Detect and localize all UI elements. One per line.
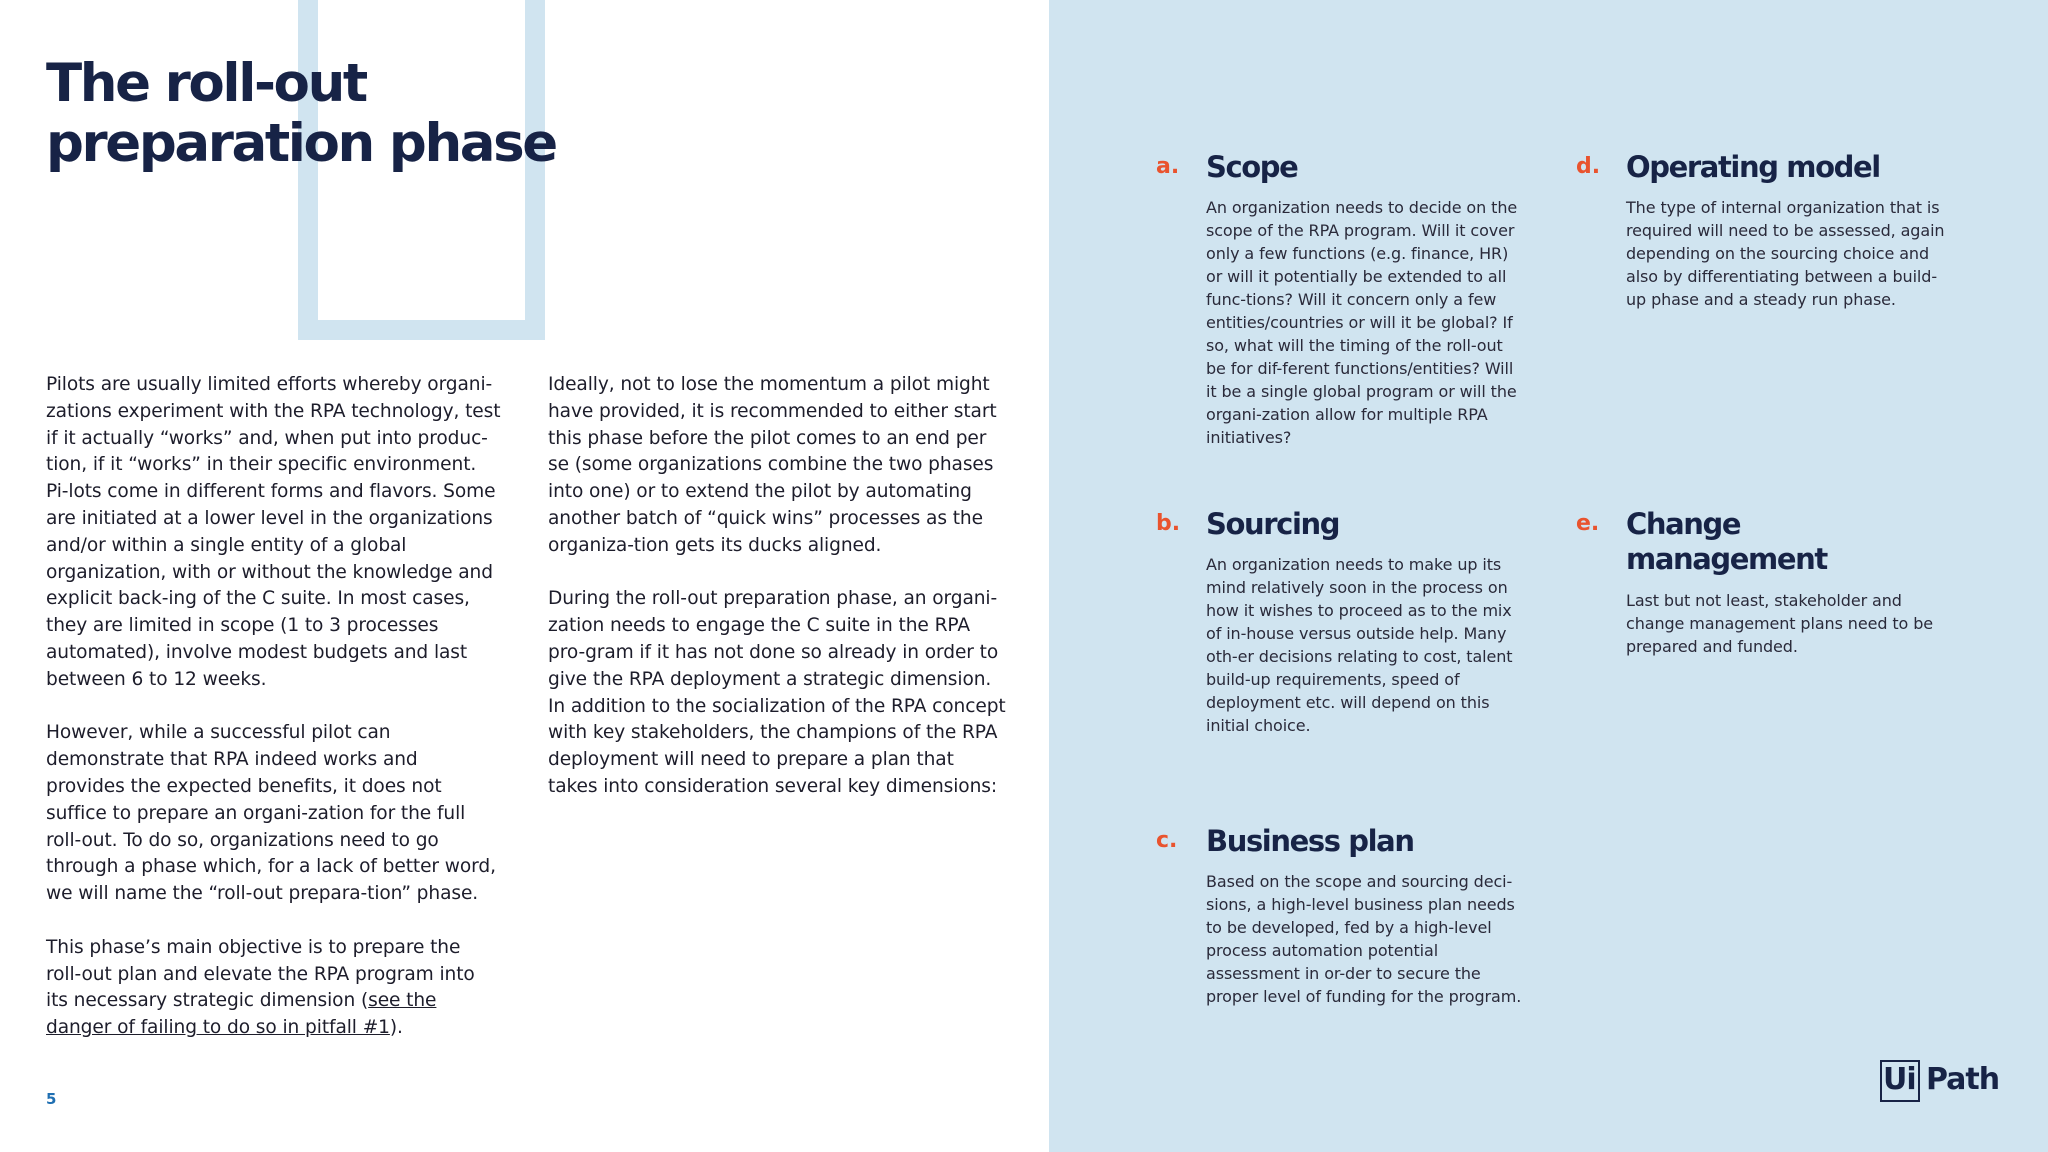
item-letter: c. — [1156, 828, 1178, 853]
uipath-logo — [1880, 1060, 2005, 1106]
page-number: 5 — [46, 1090, 57, 1108]
item-heading: Scope — [1206, 150, 1298, 184]
item-heading: Change management — [1626, 507, 1827, 576]
body-column-2 — [548, 372, 1008, 828]
item-text: Based on the scope and sourcing deci-sions, a high-level business plan needs to be developed, fed by a high-level process automation potential assessment in or-der to secure the proper level of funding for the program. — [1206, 872, 1522, 1006]
item-letter: b. — [1156, 511, 1181, 536]
col2-paragraph-1: Ideally, not to lose the momentum a pilot might have provided, it is recommended to either start this phase before the pilot comes to an end per se (some organizations combine the two phases into one) or to extend the pilot by automating another batch of “quick wins” processes as the organiza-tion gets its ducks aligned. — [548, 374, 997, 556]
col1-paragraph-1: Pilots are usually limited efforts whereby organi-zations experiment with the RPA technology, test if it actually “works” and, when put into produc-tion, if it “works” in their specific environment. Pi-lots come in different forms and flavors. Some are initiated at a lower level in the organizations and/or within a single entity of a global organization, with or without the knowledge and explicit back-ing of the C suite. In most cases, they are limited in scope (1 to 3 processes automated), involve modest budgets and last between 6 to 12 weeks. — [46, 374, 501, 690]
col1-paragraph-3 — [46, 935, 501, 1042]
item-letter: d. — [1576, 154, 1601, 179]
col1-paragraph-3-end: ). — [389, 1017, 403, 1039]
body-column-1 — [46, 372, 501, 1069]
logo-ui-text: Ui — [1883, 1062, 1916, 1097]
pitfall-link[interactable]: see the danger of failing to do so in pitfall #1 — [46, 990, 437, 1039]
col2-paragraph-2: During the roll-out preparation phase, an organi-zation needs to engage the C suite in the RPA pro-gram if it has not done so already in order to give the RPA deployment a strategic dimension. — [548, 588, 999, 690]
item-letter: a. — [1156, 154, 1180, 179]
title-line-1: The roll-out — [46, 53, 366, 114]
item-text: An organization needs to make up its mind relatively soon in the process on how it wishes to proceed as to the mix of in-house versus outside help. Many oth-er decisions relating to cost, talent build-up requirements, speed of deployment etc. will depend on this initial choice. — [1206, 555, 1513, 735]
title-line-2: preparation phase — [46, 113, 556, 174]
page-title — [46, 54, 556, 174]
item-text: An organization needs to decide on the scope of the RPA program. Will it cover only a few functions (e.g. finance, HR) or will it potentially be extended to all func-tions? Will it concern only a few entities/countries or will it be global? If so, what will the timing of the roll-out be for dif-ferent functions/entities? Will it be a single global program or will the organi-zation allow for multiple RPA initiatives? — [1206, 198, 1518, 447]
col1-paragraph-3-text: This phase’s main objective is to prepare the roll-out plan and elevate the RPA program into its necessary strategic dimension ( — [46, 936, 475, 1012]
item-letter: e. — [1576, 511, 1600, 536]
item-text: Last but not least, stakeholder and change management plans need to be prepared and funded. — [1626, 591, 1934, 656]
col1-paragraph-2: However, while a successful pilot can demonstrate that RPA indeed works and provides the expected benefits, it does not suffice to prepare an organi-zation for the full roll-out. To do so, organizations need to go through a phase which, for a lack of better word, we will name the “roll-out prepara-tion” phase. — [46, 722, 496, 905]
item-heading: Business plan — [1206, 824, 1414, 858]
item-text: The type of internal organization that is required will need to be assessed, again depending on the sourcing choice and also by differentiating between a build-up phase and a steady run phase. — [1626, 198, 1945, 309]
item-heading: Operating model — [1626, 150, 1880, 184]
logo-path-text: Path — [1926, 1062, 2000, 1097]
col2-paragraph-3: In addition to the socialization of the RPA concept with key stakeholders, the champions of the RPA deployment will need to prepare a plan that takes into consideration several key dimensions: — [548, 695, 1006, 797]
item-heading: Sourcing — [1206, 507, 1340, 541]
